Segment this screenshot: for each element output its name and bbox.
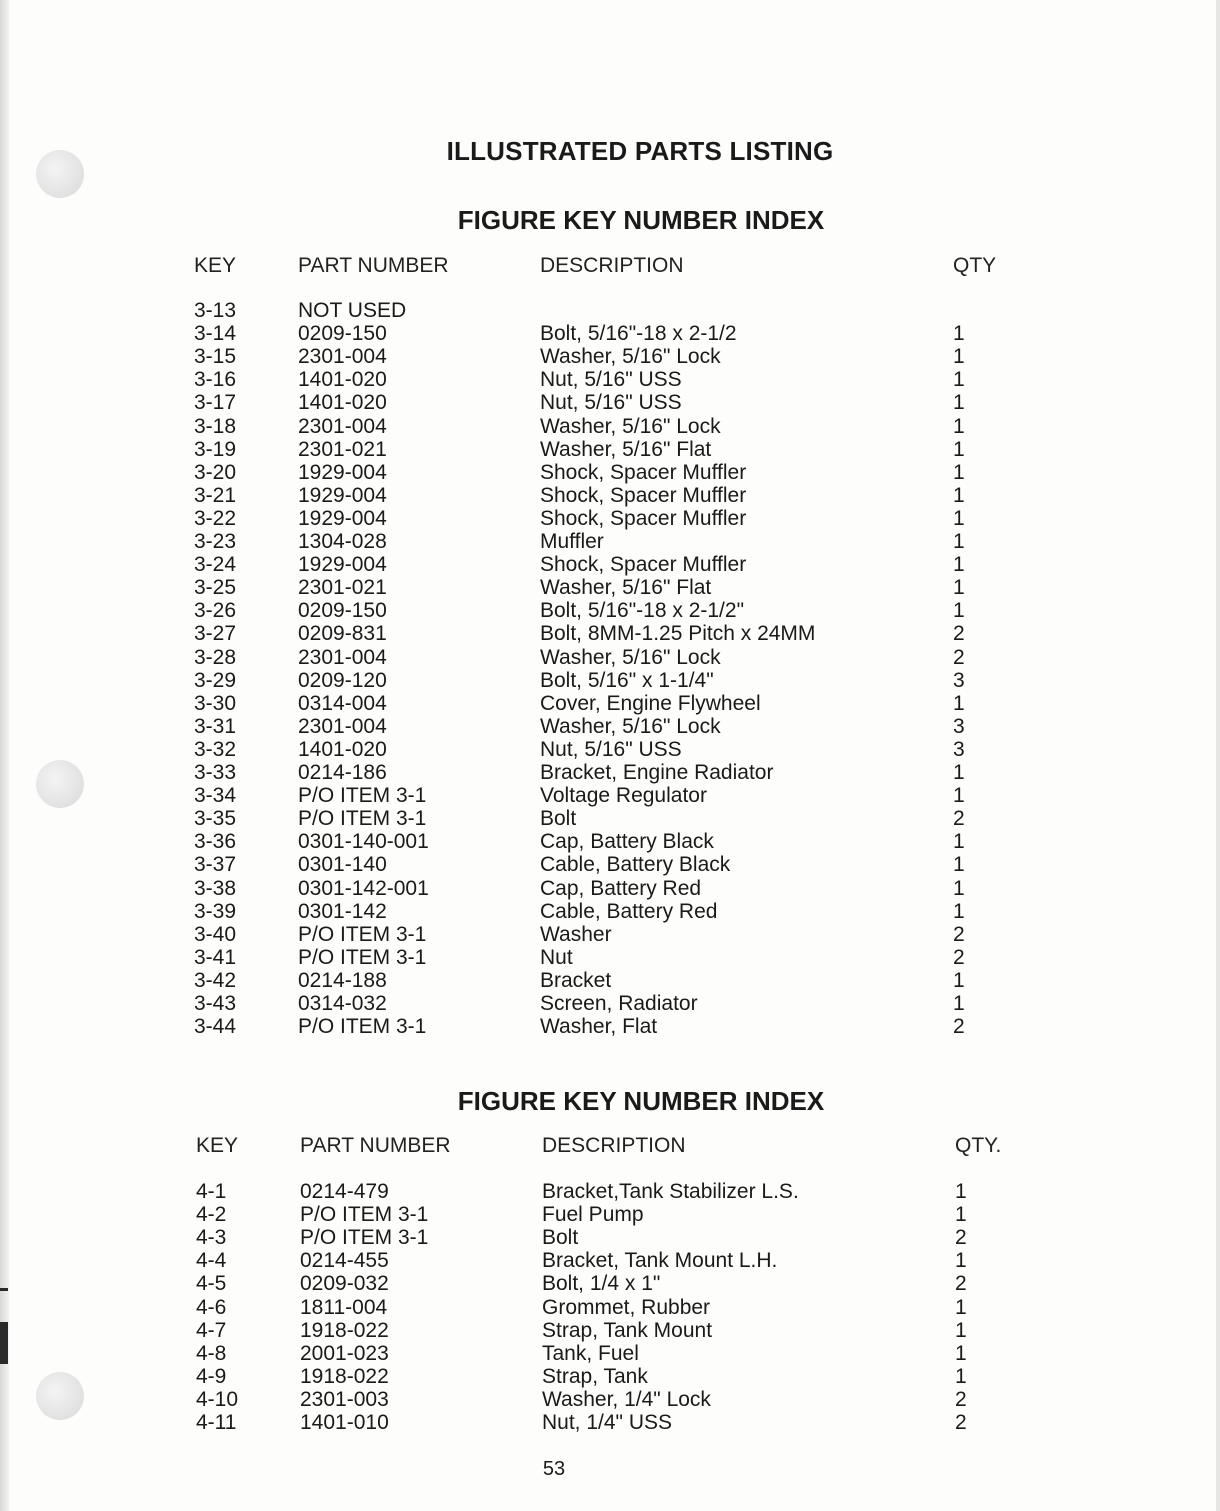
cell-part: 2301-003 [300,1387,389,1411]
cell-qty: 1 [955,1318,967,1342]
cell-key: 4-11 [196,1411,237,1434]
cell-desc: Nut, 5/16" USS [540,391,682,415]
cell-desc: Shock, Spacer Muffler [540,483,747,507]
table-row [0,322,1220,345]
cell-desc: Fuel Pump [542,1203,644,1227]
cell-key: 3-35 [194,807,237,831]
cell-qty: 1 [953,691,965,715]
cell-key: 3-24 [194,553,237,577]
cell-qty: 2 [955,1411,967,1434]
cell-desc: Bracket [540,968,612,992]
cell-qty: 1 [953,506,965,530]
table-row [0,576,1220,599]
cell-desc: Washer, 5/16" Flat [540,576,712,600]
cell-qty: 1 [955,1249,967,1273]
cell-qty: 1 [953,553,965,577]
cell-part: 0314-004 [298,691,387,715]
cell-key: 3-28 [194,645,237,669]
column-header-part-number: PART NUMBER [298,254,449,277]
cell-desc: Tank, Fuel [542,1341,639,1365]
cell-part: 1929-004 [298,483,387,507]
cell-part: 0301-140 [298,853,387,877]
cell-part: 1401-010 [300,1411,389,1434]
cell-qty: 1 [953,460,965,484]
table-row [0,761,1220,784]
cell-qty: 1 [953,414,965,438]
table-row [0,738,1220,761]
cell-part: 0209-831 [298,622,387,646]
cell-key: 3-16 [194,368,237,392]
cell-qty: 1 [953,530,965,553]
cell-key: 3-15 [194,345,237,369]
cell-qty: 1 [953,761,965,784]
cell-desc: Washer, 5/16" Lock [540,414,721,438]
cell-key: 3-23 [194,530,237,553]
cell-desc: Shock, Spacer Muffler [540,553,747,577]
cell-qty: 1 [953,576,965,600]
cell-qty: 1 [953,784,965,808]
cell-desc: Bolt [542,1226,579,1250]
cell-qty: 2 [953,622,965,646]
cell-qty: 1 [955,1180,967,1203]
cell-key: 3-18 [194,414,237,438]
cell-desc: Cable, Battery Red [540,899,718,923]
cell-desc: Shock, Spacer Muffler [540,460,747,484]
cell-qty: 1 [953,876,965,900]
cell-key: 3-44 [194,1015,237,1039]
cell-key: 3-39 [194,899,237,923]
cell-qty: 1 [953,391,965,415]
table-row [0,461,1220,484]
table-row [0,438,1220,461]
cell-key: 3-40 [194,922,237,946]
cell-key: 4-3 [196,1226,227,1250]
cell-part: 1304-028 [298,530,387,553]
cell-part: 2001-023 [300,1341,389,1365]
cell-key: 3-36 [194,830,237,854]
cell-desc: Washer, Flat [540,1015,658,1039]
cell-key: 3-17 [194,391,237,415]
table-row [0,1203,1220,1226]
cell-qty: 1 [953,830,965,854]
cell-qty: 1 [953,483,965,507]
cell-desc: Strap, Tank Mount [542,1318,713,1342]
cell-qty: 1 [953,992,965,1015]
table-row [0,1180,1220,1203]
table-row [0,1388,1220,1411]
table-row [0,807,1220,830]
cell-desc: Cap, Battery Red [540,876,702,900]
table-row [0,299,1220,322]
cell-qty: 3 [953,668,965,692]
cell-desc: Strap, Tank [542,1364,648,1388]
table-row [0,923,1220,946]
cell-part: NOT USED [298,299,407,322]
cell-part: P/O ITEM 3-1 [298,807,427,831]
table-row [0,530,1220,553]
column-header-qty: QTY [953,254,997,277]
table-row [0,784,1220,807]
cell-key: 3-22 [194,506,237,530]
cell-part: 0214-186 [298,761,387,784]
cell-key: 3-14 [194,322,237,346]
cell-qty: 2 [953,945,965,969]
table-row [0,1319,1220,1342]
table-row [0,1226,1220,1249]
table-row [0,622,1220,645]
cell-key: 3-43 [194,992,237,1015]
cell-qty: 1 [955,1295,967,1319]
cell-key: 3-30 [194,691,237,715]
cell-qty: 2 [953,807,965,831]
cell-part: 2301-004 [298,645,387,669]
cell-part: 1811-004 [300,1295,388,1319]
cell-desc: Nut, 5/16" USS [540,368,682,392]
cell-key: 3-34 [194,784,237,808]
cell-key: 4-10 [196,1387,239,1411]
cell-qty: 2 [955,1272,967,1296]
table-row [0,507,1220,530]
table-row [0,391,1220,414]
cell-desc: Bracket,Tank Stabilizer L.S. [542,1180,799,1203]
cell-key: 3-20 [194,460,237,484]
cell-part: 0214-188 [298,968,387,992]
table-row [0,853,1220,876]
table-row [0,1365,1220,1388]
cell-qty: 1 [953,437,965,461]
table-row [0,692,1220,715]
cell-key: 4-9 [196,1364,227,1388]
cell-key: 3-31 [194,714,237,738]
table-row [0,946,1220,969]
cell-qty: 2 [955,1387,967,1411]
cell-desc: Washer, 5/16" Lock [540,345,721,369]
cell-key: 3-19 [194,437,237,461]
cell-part: 0209-150 [298,599,387,623]
table-row [0,830,1220,853]
cell-desc: Muffler [540,530,604,553]
cell-part: 0209-120 [298,668,387,692]
cell-part: 1401-020 [298,391,387,415]
table-row [0,715,1220,738]
cell-desc: Washer, 5/16" Lock [540,645,721,669]
cell-part: 0209-150 [298,322,387,346]
cell-part: 0301-140-001 [298,830,429,854]
cell-desc: Voltage Regulator [540,784,707,808]
column-header-row-1 [0,254,1220,280]
cell-key: 4-7 [196,1318,227,1342]
cell-desc: Washer, 5/16" Flat [540,437,712,461]
cell-qty: 1 [955,1341,967,1365]
cell-desc: Cover, Engine Flywheel [540,691,761,715]
cell-part: 1929-004 [298,506,387,530]
table-row [0,368,1220,391]
cell-part: P/O ITEM 3-1 [300,1203,429,1227]
cell-key: 3-41 [194,945,237,969]
cell-key: 4-2 [196,1203,227,1227]
cell-desc: Washer, 1/4" Lock [542,1387,711,1411]
table-row [0,992,1220,1015]
table-row [0,1342,1220,1365]
cell-key: 3-27 [194,622,237,646]
cell-desc: Washer [540,922,612,946]
table-row [0,1249,1220,1272]
cell-key: 3-26 [194,599,237,623]
cell-key: 3-33 [194,761,237,784]
cell-qty: 1 [953,599,965,623]
cell-part: 2301-021 [298,437,387,461]
cell-key: 3-42 [194,968,237,992]
cell-qty: 2 [953,922,965,946]
table-row [0,900,1220,923]
table-row [0,1015,1220,1038]
cell-qty: 1 [953,345,965,369]
cell-part: 1401-020 [298,368,387,392]
cell-key: 4-8 [196,1341,227,1365]
cell-key: 3-29 [194,668,237,692]
cell-desc: Bracket, Tank Mount L.H. [542,1249,778,1273]
cell-part: 1929-004 [298,460,387,484]
cell-part: 0214-479 [300,1180,389,1203]
cell-key: 3-25 [194,576,237,600]
page-title: ILLUSTRATED PARTS LISTING [446,136,834,166]
cell-key: 3-21 [194,483,237,507]
cell-qty: 2 [955,1226,967,1250]
cell-desc: Bolt, 5/16" x 1-1/4" [540,668,714,692]
table-row [0,646,1220,669]
cell-qty: 1 [953,368,965,392]
cell-part: 2301-021 [298,576,387,600]
table-row [0,969,1220,992]
cell-qty: 2 [953,645,965,669]
cell-desc: Cable, Battery Black [540,853,731,877]
cell-desc: Shock, Spacer Muffler [540,506,747,530]
cell-desc: Bolt [540,807,577,831]
cell-part: 0209-032 [300,1272,389,1296]
cell-desc: Bolt, 1/4 x 1" [542,1272,661,1296]
cell-part: 1918-022 [300,1318,389,1342]
cell-part: 2301-004 [298,345,387,369]
cell-part: 1929-004 [298,553,387,577]
column-header-part-number: PART NUMBER [300,1134,451,1157]
table-row [0,415,1220,438]
cell-qty: 1 [955,1203,967,1227]
table-row [0,1272,1220,1295]
cell-key: 3-32 [194,737,237,761]
cell-key: 4-1 [196,1180,227,1203]
cell-part: 1401-020 [298,737,387,761]
cell-part: 2301-004 [298,714,387,738]
column-header-qty: QTY. [955,1134,1002,1157]
cell-part: 1918-022 [300,1364,389,1388]
cell-key: 4-4 [196,1249,227,1273]
cell-key: 3-38 [194,876,237,900]
table-row [0,484,1220,507]
cell-qty: 1 [955,1364,967,1388]
cell-qty: 3 [953,714,965,738]
table-row [0,599,1220,622]
cell-part: P/O ITEM 3-1 [300,1226,429,1250]
cell-desc: Bolt, 5/16"-18 x 2-1/2 [540,322,737,346]
cell-desc: Nut [540,945,573,969]
cell-key: 3-13 [194,299,237,322]
cell-part: 0301-142 [298,899,387,923]
cell-key: 3-37 [194,853,237,877]
cell-key: 4-5 [196,1272,227,1296]
cell-part: P/O ITEM 3-1 [298,1015,427,1039]
section-heading-2: FIGURE KEY NUMBER INDEX [457,1086,825,1116]
table-row [0,669,1220,692]
cell-part: P/O ITEM 3-1 [298,945,427,969]
cell-key: 4-6 [196,1295,227,1319]
column-header-description: DESCRIPTION [540,254,684,277]
section-heading-1: FIGURE KEY NUMBER INDEX [457,205,825,235]
column-header-description: DESCRIPTION [542,1134,686,1157]
cell-part: P/O ITEM 3-1 [298,784,427,808]
cell-qty: 2 [953,1015,965,1039]
cell-desc: Grommet, Rubber [542,1295,711,1319]
cell-qty: 1 [953,899,965,923]
cell-desc: Bracket, Engine Radiator [540,761,774,784]
cell-part: 2301-004 [298,414,387,438]
cell-part: 0301-142-001 [298,876,429,900]
cell-desc: Washer, 5/16" Lock [540,714,721,738]
table-row [0,877,1220,900]
cell-qty: 1 [953,322,965,346]
cell-desc: Nut, 5/16" USS [540,737,682,761]
cell-desc: Cap, Battery Black [540,830,714,854]
column-header-key: KEY [194,254,237,277]
cell-qty: 1 [953,853,965,877]
column-header-key: KEY [196,1134,239,1157]
table-row [0,1296,1220,1319]
page-number: 53 [542,1458,566,1480]
cell-desc: Bolt, 5/16"-18 x 2-1/2" [540,599,745,623]
table-row [0,345,1220,368]
cell-desc: Screen, Radiator [540,992,698,1015]
cell-qty: 1 [953,968,965,992]
cell-qty: 3 [953,737,965,761]
cell-part: 0314-032 [298,992,387,1015]
cell-desc: Bolt, 8MM-1.25 Pitch x 24MM [540,622,816,646]
column-header-row-2 [0,1134,1220,1160]
cell-desc: Nut, 1/4" USS [542,1411,673,1434]
table-row [0,553,1220,576]
cell-part: 0214-455 [300,1249,389,1273]
table-row [0,1411,1220,1434]
cell-part: P/O ITEM 3-1 [298,922,427,946]
